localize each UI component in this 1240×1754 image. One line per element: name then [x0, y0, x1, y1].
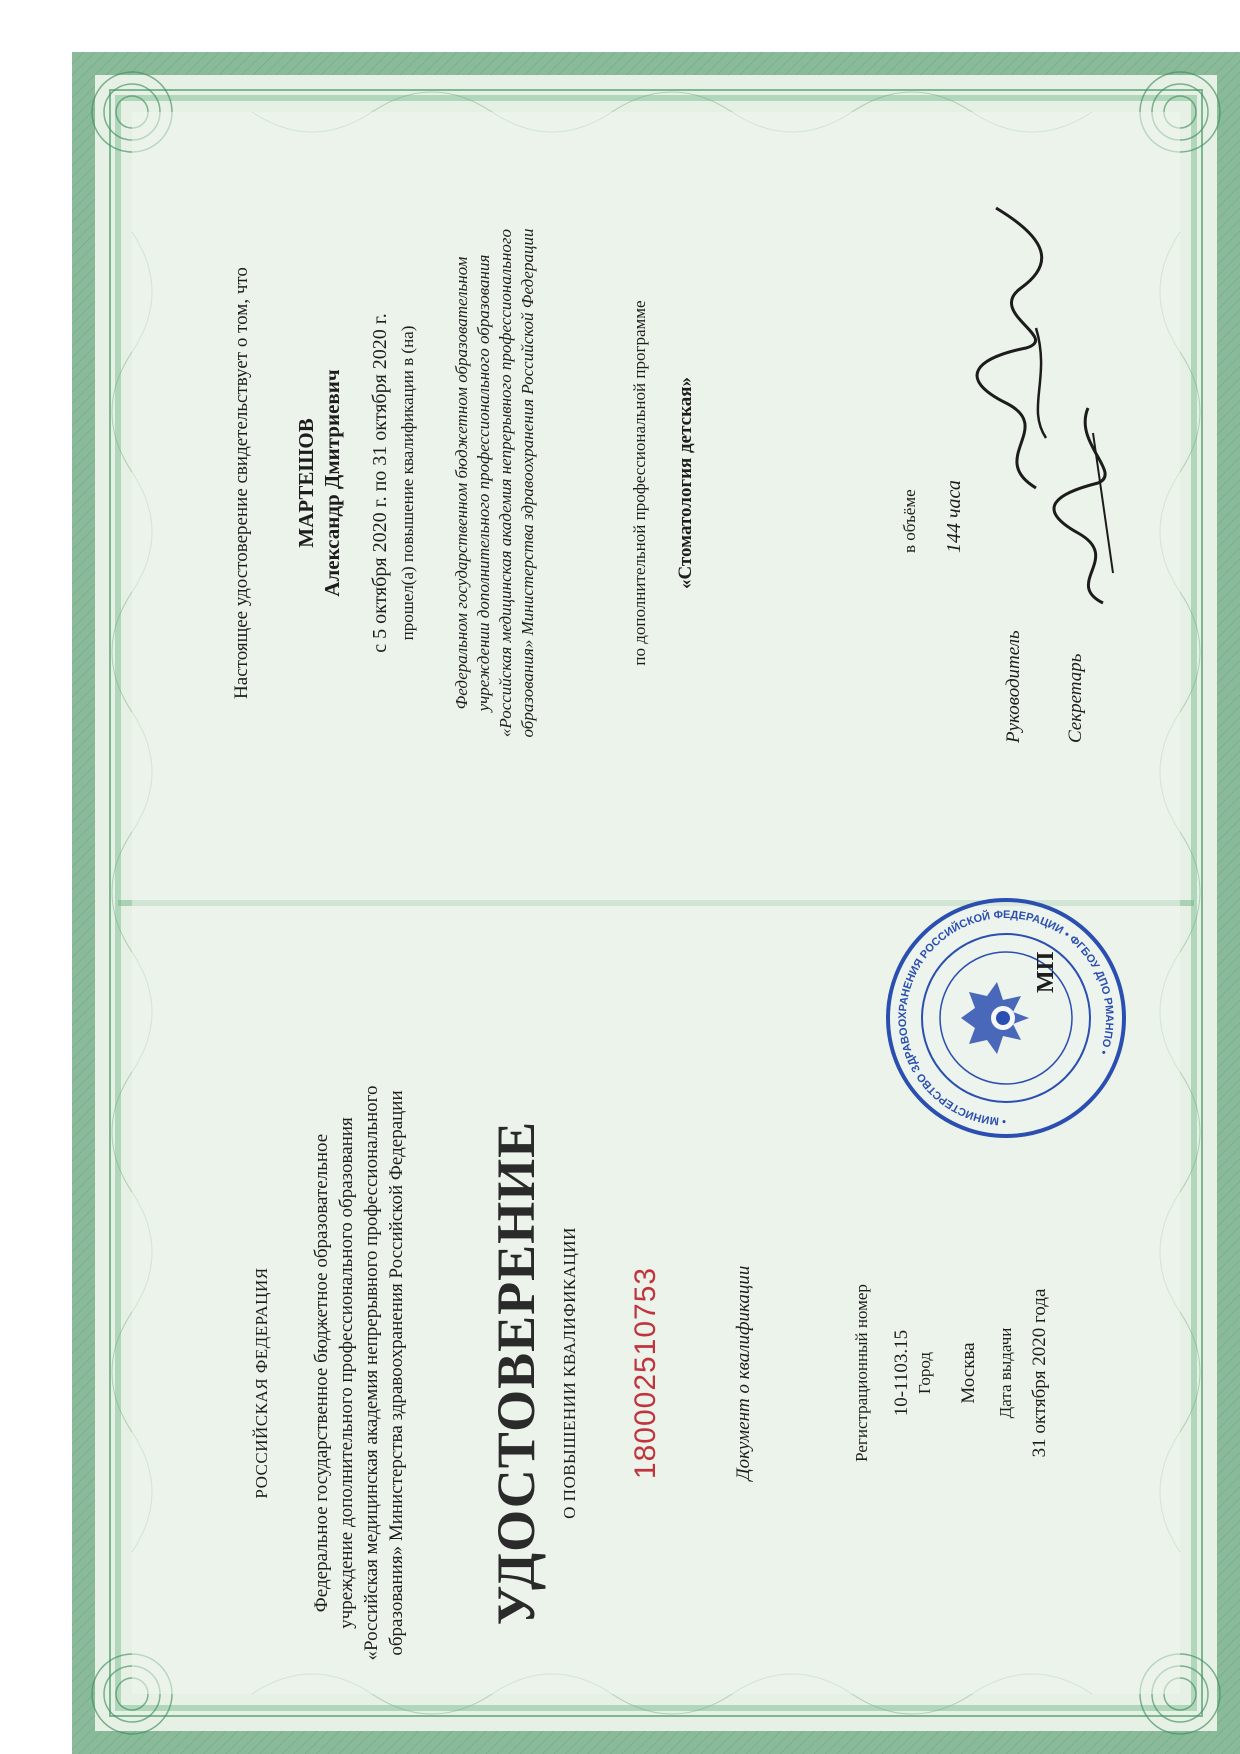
issuer-org-line: «Российская медицинская академия непрерывного профессионального: [361, 1085, 382, 1661]
secretary-signature: [1043, 393, 1133, 613]
holder-given-names: Александр Дмитриевич: [320, 369, 344, 597]
issue-date-value: 31 октября 2020 года: [1029, 1288, 1050, 1458]
head-label: Руководитель: [1003, 630, 1024, 743]
svg-text:• МИНИСТЕРСТВО ЗДРАВООХРАНЕНИЯ: • МИНИСТЕРСТВО ЗДРАВООХРАНЕНИЯ РОССИЙСКОЙ ФЕДЕРАЦИИ • ФГБОУ ДПО РМАНПО •: [896, 908, 1116, 1128]
holder-surname: МАРТЕШОВ: [294, 418, 318, 548]
official-seal-icon: [881, 893, 1131, 1143]
document-title: УДОСТОВЕРЕНИЕ: [486, 1120, 546, 1626]
institution-line: учреждении дополнительного профессионального образования: [474, 254, 493, 712]
city-value: Москва: [958, 1342, 979, 1404]
document-subtitle: О ПОВЫШЕНИИ КВАЛИФИКАЦИИ: [560, 1227, 579, 1519]
secretary-label: Секретарь: [1065, 653, 1086, 743]
institution: [451, 113, 539, 853]
program-intro: по дополнительной профессиональной программе: [630, 300, 649, 666]
training-period: с 5 октября 2020 г. по 31 октября 2020 г.: [369, 313, 391, 653]
reg-number-value: 10-1103.15: [891, 1329, 912, 1417]
issuer-org-line: Федеральное государственное бюджетное образовательное: [311, 1133, 332, 1613]
certificate-content: [81, 53, 1231, 1753]
document-type: Документ о квалификации: [733, 1265, 754, 1481]
reg-number-label: Регистрационный номер: [852, 1284, 871, 1462]
institution-line: образования» Министерства здравоохранения Российской Федерации: [518, 228, 537, 738]
institution-line: «Российская медицинская академия непрерывного профессионального: [496, 228, 515, 738]
certificate-sheet: [72, 52, 1240, 1754]
completion-statement: прошел(а) повышение квалификации в (на): [398, 325, 417, 641]
country-label: РОССИЙСКАЯ ФЕДЕРАЦИЯ: [252, 1267, 271, 1499]
issuer-org-line: образования» Министерства здравоохранения Российской Федерации: [386, 1090, 407, 1656]
issue-date-label: Дата выдачи: [996, 1327, 1015, 1419]
serial-number: 180002510753: [629, 1266, 662, 1480]
city-label: Город: [915, 1352, 934, 1394]
volume-value: 144 часа: [943, 480, 965, 553]
volume-label: в объёме: [900, 489, 919, 553]
intro-statement: Настоящее удостоверение свидетельствует о том, что: [231, 267, 252, 699]
issuer-org-line: учреждение дополнительного профессионального образования: [336, 1117, 357, 1629]
program-name: «Стоматология детская»: [675, 376, 696, 590]
issuer-org: [309, 1033, 409, 1713]
institution-line: Федеральном государственном бюджетном образовательном: [452, 256, 471, 710]
stamp-mark: МП: [1033, 951, 1059, 993]
